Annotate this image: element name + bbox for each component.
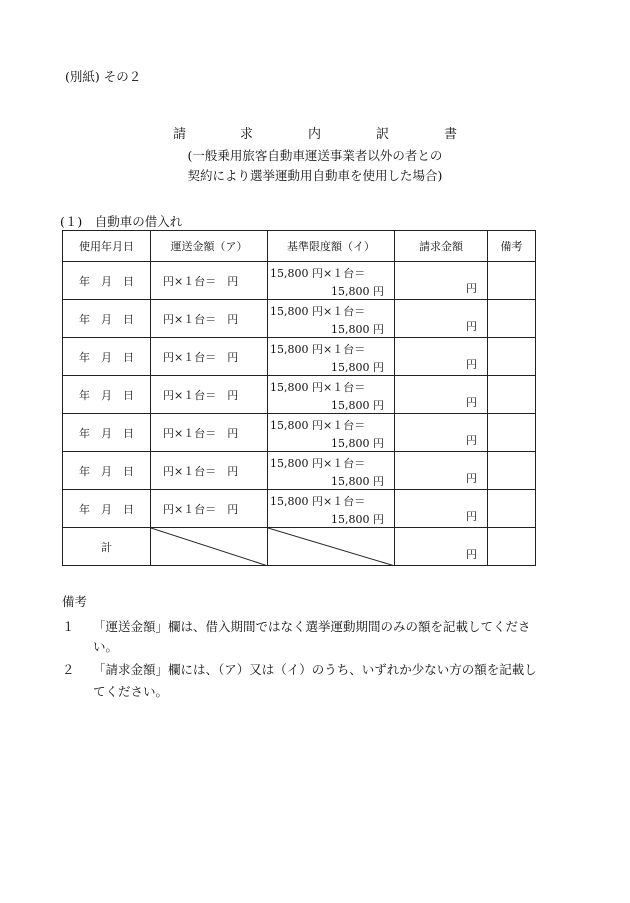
limit-cell: 15,800 円×１台＝ 15,800 円 (268, 414, 395, 452)
claim-cell: 円 (395, 452, 488, 490)
date-cell: 年 月 日 (63, 490, 151, 528)
fare-cell: 円×１台＝ 円 (151, 414, 268, 452)
remarks-cell (488, 452, 536, 490)
limit-cell: 15,800 円×１台＝ 15,800 円 (268, 452, 395, 490)
date-cell: 年 月 日 (63, 338, 151, 376)
remarks-cell (488, 262, 536, 300)
diagonal-strike (268, 528, 395, 566)
subtitle-line-1: (一般乗用旅客自動車運送事業者以外の者との (187, 148, 443, 163)
table-row (63, 490, 536, 528)
limit-cell: 15,800 円×１台＝ 15,800 円 (268, 300, 395, 338)
subtitle-line-2: 契約により選挙運動用自動車を使用した場合) (187, 168, 443, 183)
fare-cell: 円×１台＝ 円 (151, 452, 268, 490)
note-1-text: 「運送金額」欄は、借入期間ではなく選挙運動期間のみの額を記載してくださ (93, 619, 531, 634)
total-fare-blank (151, 528, 268, 566)
section-heading: (１) 自動車の借入れ (60, 214, 183, 229)
remarks-cell (488, 490, 536, 528)
claim-cell: 円 (395, 376, 488, 414)
note-2-continuation: てください。 (93, 684, 169, 699)
table-row (63, 414, 536, 452)
fare-cell: 円×１台＝ 円 (151, 338, 268, 376)
note-1 (62, 617, 531, 635)
remarks-cell (488, 376, 536, 414)
header-claim: 請求金額 (395, 231, 488, 262)
fare-cell: 円×１台＝ 円 (151, 376, 268, 414)
fare-cell: 円×１台＝ 円 (151, 300, 268, 338)
limit-cell: 15,800 円×１台＝ 15,800 円 (268, 376, 395, 414)
note-2 (62, 660, 537, 678)
total-row (63, 528, 536, 566)
claim-cell: 円 (395, 338, 488, 376)
header-fare: 運送金額（ア） (151, 231, 268, 262)
total-remarks (488, 528, 536, 566)
remarks-cell (488, 338, 536, 376)
claim-cell: 円 (395, 490, 488, 528)
total-label: 計 (63, 528, 151, 566)
title-char-1: 請 (173, 127, 187, 142)
table-row (63, 262, 536, 300)
title-char-5: 書 (444, 127, 458, 142)
notes-heading: 備考 (62, 594, 88, 609)
limit-cell: 15,800 円×１台＝ 15,800 円 (268, 262, 395, 300)
limit-cell: 15,800 円×１台＝ 15,800 円 (268, 338, 395, 376)
diagonal-strike (151, 528, 268, 566)
remarks-cell (488, 414, 536, 452)
header-date: 使用年月日 (63, 231, 151, 262)
table-row (63, 338, 536, 376)
document-label: (別紙) その２ (65, 69, 142, 84)
fare-cell: 円×１台＝ 円 (151, 262, 268, 300)
title-char-3: 内 (308, 127, 322, 142)
claim-cell: 円 (395, 414, 488, 452)
fare-cell: 円×１台＝ 円 (151, 490, 268, 528)
claim-cell: 円 (395, 262, 488, 300)
remarks-cell (488, 300, 536, 338)
note-1-num: １ (62, 619, 75, 634)
table-header-row (63, 231, 536, 262)
date-cell: 年 月 日 (63, 452, 151, 490)
total-claim: 円 (395, 528, 488, 566)
claim-cell: 円 (395, 300, 488, 338)
table-row (63, 300, 536, 338)
header-remarks: 備考 (488, 231, 536, 262)
title-char-4: 訳 (376, 127, 390, 142)
note-2-text: 「請求金額」欄には、（ア）又は（イ）のうち、いずれか少ない方の額を記載し (93, 662, 537, 677)
note-2-num: ２ (62, 662, 75, 677)
total-limit-blank (268, 528, 395, 566)
table-row (63, 376, 536, 414)
date-cell: 年 月 日 (63, 376, 151, 414)
breakdown-table (62, 230, 536, 566)
table-row (63, 452, 536, 490)
header-limit: 基準限度額（イ） (268, 231, 395, 262)
title-char-2: 求 (240, 127, 254, 142)
date-cell: 年 月 日 (63, 300, 151, 338)
date-cell: 年 月 日 (63, 262, 151, 300)
date-cell: 年 月 日 (63, 414, 151, 452)
limit-cell: 15,800 円×１台＝ 15,800 円 (268, 490, 395, 528)
note-1-continuation: い。 (93, 639, 119, 654)
